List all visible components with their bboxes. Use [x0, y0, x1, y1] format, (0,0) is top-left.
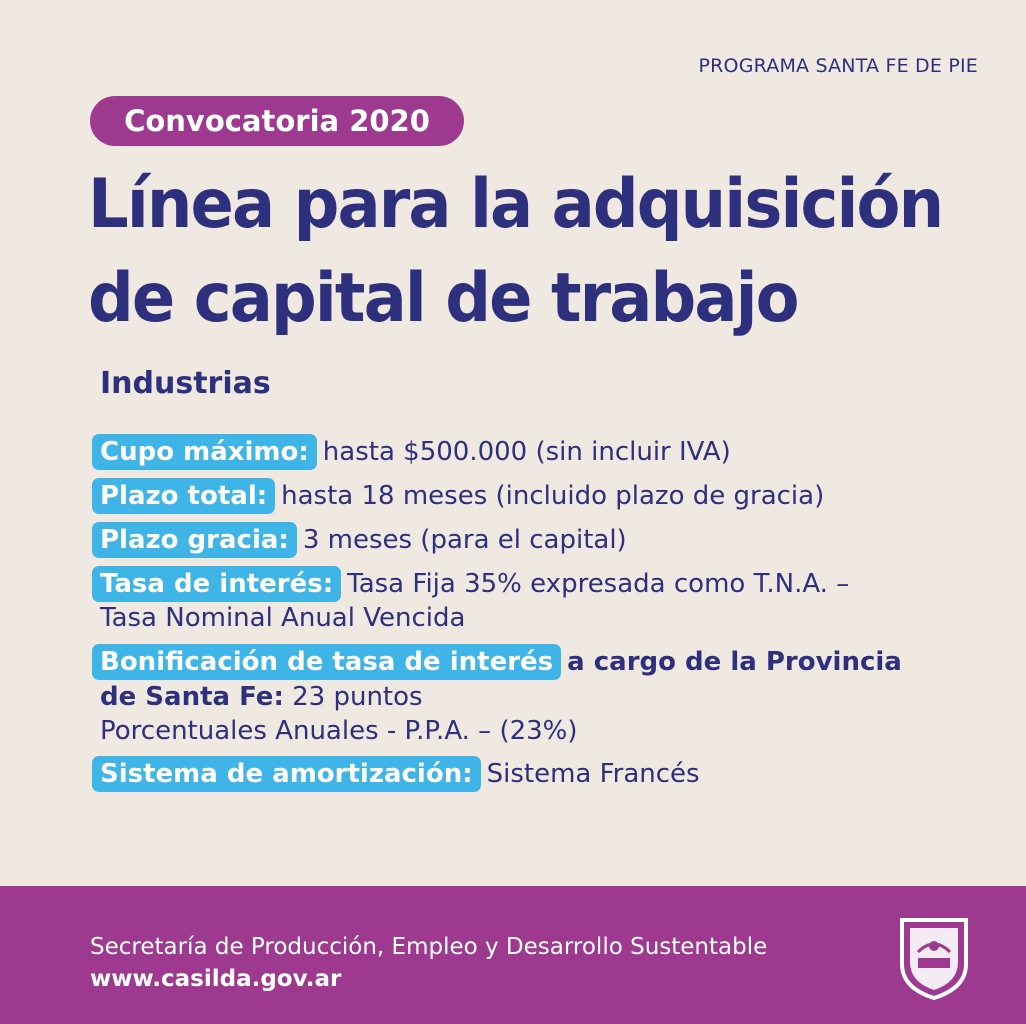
bonificacion-bold-2: de Santa Fe: [100, 682, 284, 712]
tasa-value: Tasa Fija 35% expresada como T.N.A. – [347, 569, 850, 599]
secretaria-text: Secretaría de Producción, Empleo y Desarrollo Sustentable [90, 934, 768, 960]
footer-bar [0, 886, 1026, 1024]
bonificacion-value: 23 puntos [292, 682, 423, 712]
convocatoria-badge: Convocatoria 2020 [90, 96, 464, 146]
cupo-value: hasta $500.000 (sin incluir IVA) [322, 437, 731, 467]
list-item-bonificacion [92, 644, 972, 748]
tasa-label: Tasa de interés: [92, 566, 341, 602]
bonificacion-line-2 [92, 680, 972, 714]
details-list [92, 434, 972, 800]
title-line-2: de capital de trabajo [88, 259, 798, 338]
sistema-value: Sistema Francés [486, 759, 700, 789]
website-link[interactable]: www.casilda.gov.ar [90, 966, 342, 992]
plazo-total-value: hasta 18 meses (incluido plazo de gracia) [281, 481, 825, 511]
section-heading: Industrias [100, 366, 271, 401]
program-name: PROGRAMA SANTA FE DE PIE [698, 55, 978, 77]
plazo-total-label: Plazo total: [92, 478, 275, 514]
list-item-tasa [92, 566, 972, 634]
title-line-1: Línea para la adquisición [88, 165, 943, 244]
bonificacion-value-line-3: Porcentuales Anuales - P.P.A. – (23%) [100, 716, 578, 746]
sistema-label: Sistema de amortización: [92, 756, 481, 792]
page-title [88, 158, 943, 346]
tasa-value-line-2: Tasa Nominal Anual Vencida [100, 603, 466, 633]
plazo-gracia-value: 3 meses (para el capital) [302, 525, 627, 555]
list-item-plazo-total [92, 478, 972, 514]
plazo-gracia-label: Plazo gracia: [92, 522, 297, 558]
list-item-plazo-gracia [92, 522, 972, 558]
bonificacion-bold-1: a cargo de la Provincia [567, 647, 902, 677]
list-item-sistema [92, 756, 972, 792]
bonificacion-label: Bonificación de tasa de interés [92, 644, 561, 680]
municipal-seal-icon [888, 902, 980, 1002]
cupo-label: Cupo máximo: [92, 434, 317, 470]
list-item-cupo [92, 434, 972, 470]
